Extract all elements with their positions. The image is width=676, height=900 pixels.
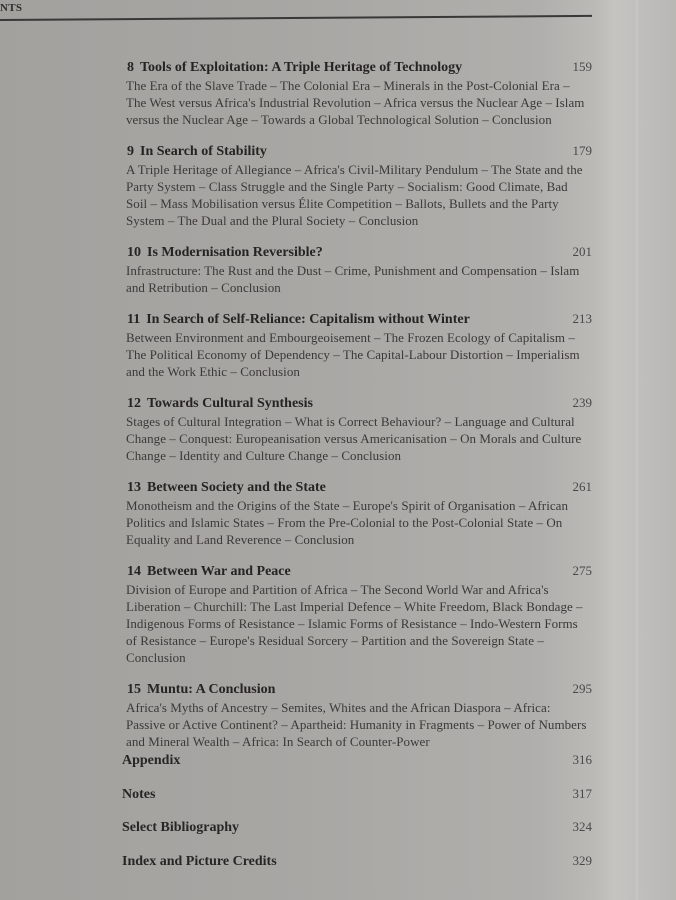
page-number: 239 <box>572 395 592 410</box>
chapter-title: Towards Cultural Synthesis <box>147 396 313 411</box>
chapter-number: 10 <box>127 245 141 260</box>
back-matter-title: Appendix <box>122 753 181 768</box>
chapter-description: Stages of Cultural Integration – What is Correct Behaviour? – Language and Cultural Change – Conquest: Europeanisation versus Americanisation – On Morals and Culture Change – Identity and Culture Change – Conclusion <box>126 414 582 463</box>
toc-select-bibliography <box>122 819 592 853</box>
page-number: 317 <box>572 785 592 801</box>
back-matter-title: Select Bibliography <box>122 820 240 836</box>
back-matter-title: Index and Picture Credits <box>122 853 277 869</box>
page-number: 261 <box>572 479 592 494</box>
back-matter-list <box>122 752 592 886</box>
toc-chapter-8 <box>122 58 592 128</box>
toc-chapter-9 <box>122 142 592 229</box>
page-number: 159 <box>572 59 592 74</box>
page-number: 295 <box>572 681 592 696</box>
chapter-description: The Era of the Slave Trade – The Colonial Era – Minerals in the Post-Colonial Era – The West versus Africa's Industrial Revolution – Africa versus the Nuclear Age – Islam versus the Nuclear Age – Towards a Global Technological Solution – Conclusion <box>126 78 585 127</box>
table-of-contents <box>122 58 592 764</box>
toc-notes <box>122 786 592 820</box>
toc-chapter-13 <box>122 478 592 548</box>
chapter-description: Monotheism and the Origins of the State – Europe's Spirit of Organisation – African Politics and Islamic States – From the Pre-Colonial to the Post-Colonial State – On Equality and Land Reverence – Conclusion <box>126 498 569 547</box>
page-number: 329 <box>572 852 592 868</box>
toc-chapter-11 <box>122 310 592 380</box>
chapter-number: 12 <box>127 396 141 411</box>
chapter-description: Between Environment and Embourgeoisement – The Frozen Ecology of Capitalism – The Political Economy of Dependency – The Capital-Labour Distortion – Imperialism and the Work Ethic – Conclusion <box>126 330 580 379</box>
page-number: 275 <box>572 563 592 578</box>
back-matter-title: Notes <box>122 786 156 802</box>
running-head: NTS <box>0 2 23 14</box>
header-rule <box>0 15 592 21</box>
page-number: 179 <box>572 143 592 158</box>
chapter-title: Between Society and the State <box>147 480 326 495</box>
chapter-description: A Triple Heritage of Allegiance – Africa's Civil-Military Pendulum – The State and the Party System – Class Struggle and the Single Party – Socialism: Good Climate, Bad Soil – Mass Mobilisation versus Élite Competition – Ballots, Bullets and the Party System – The Dual and the Plural Society – Conclusion <box>126 162 583 228</box>
toc-index-picture-credits <box>122 853 592 887</box>
chapter-title: In Search of Stability <box>140 144 267 159</box>
page-number: 316 <box>572 752 592 767</box>
chapter-number: 15 <box>127 682 141 697</box>
chapter-description: Africa's Myths of Ancestry – Semites, Whites and the African Diaspora – Africa: Passive or Active Continent? – Apartheid: Humanity in Fragments – Power of Numbers and Mineral Wealth – Africa: In Search of Counter-Power <box>126 700 587 749</box>
chapter-description: Infrastructure: The Rust and the Dust – Crime, Punishment and Compensation – Islam and Retribution – Conclusion <box>126 263 580 295</box>
chapter-number: 9 <box>127 144 134 159</box>
toc-chapter-10 <box>122 243 592 296</box>
chapter-number: 14 <box>127 564 141 579</box>
chapter-number: 11 <box>127 312 141 327</box>
chapter-title: Is Modernisation Reversible? <box>147 245 323 260</box>
page-number: 213 <box>572 311 592 326</box>
page-gutter <box>636 0 640 900</box>
chapter-title: Muntu: A Conclusion <box>147 682 276 697</box>
chapter-description: Division of Europe and Partition of Africa – The Second World War and Africa's Liberation – Churchill: The Last Imperial Defence – White Freedom, Black Bondage – Indigenous Forms of Resistance – Islamic Forms of Resistance – Indo-Western Forms of Resistance – Europe's Residual Sorcery – Partition and the Sovereign State – Conclusion <box>126 582 583 665</box>
chapter-number: 13 <box>127 480 141 495</box>
chapter-number: 8 <box>127 60 134 75</box>
toc-chapter-15 <box>122 680 592 750</box>
toc-chapter-14 <box>122 562 592 666</box>
toc-appendix <box>122 752 592 786</box>
toc-chapter-12 <box>122 394 592 464</box>
page-number: 201 <box>572 244 592 259</box>
chapter-title: In Search of Self-Reliance: Capitalism without Winter <box>146 312 470 327</box>
chapter-title: Between War and Peace <box>147 564 291 579</box>
page-number: 324 <box>572 819 592 835</box>
chapter-title: Tools of Exploitation: A Triple Heritage of Technology <box>140 60 463 75</box>
